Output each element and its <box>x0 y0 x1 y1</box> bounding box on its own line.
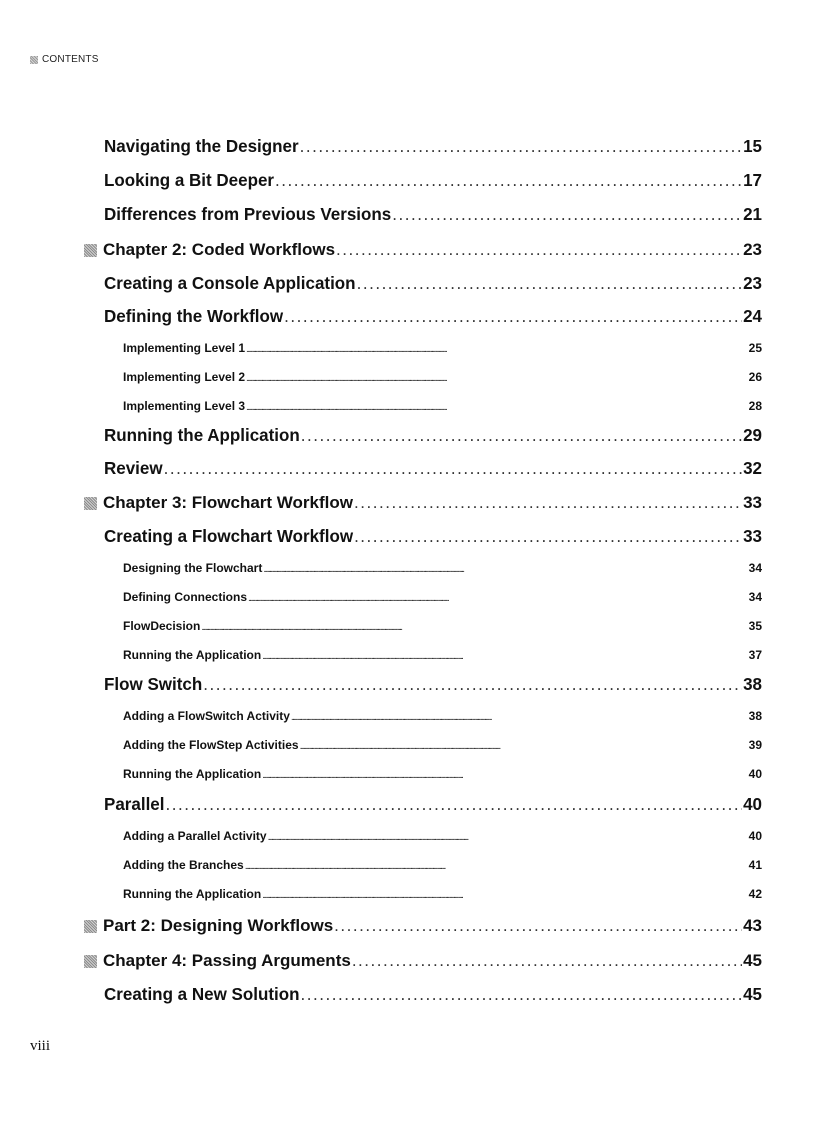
toc-entry-title: Chapter 2: Coded Workflows <box>103 240 336 259</box>
toc-entry-title: Part 2: Designing Workflows <box>103 916 334 935</box>
toc-entry-page: 41 <box>748 858 762 872</box>
toc-entry-page: 42 <box>748 887 762 901</box>
toc-entry-title: Adding a FlowSwitch Activity <box>123 709 290 723</box>
toc-entry-page: 24 <box>743 306 762 327</box>
leader-dots <box>248 590 748 604</box>
toc-subentry[interactable] <box>123 709 762 723</box>
toc-entry-title: Creating a Console Application <box>104 273 356 294</box>
toc-entry-page: 38 <box>743 674 762 695</box>
toc-entry-title: Implementing Level 1 <box>123 341 246 355</box>
toc-entry-page: 28 <box>748 399 762 413</box>
toc-entry-page: 34 <box>748 561 762 575</box>
leader-dots <box>262 767 747 781</box>
toc-subentry[interactable] <box>123 767 762 781</box>
leader-dots <box>284 307 742 328</box>
toc-entry-title: Creating a Flowchart Workflow <box>104 526 354 547</box>
page-number: viii <box>30 1038 51 1054</box>
leader-dots <box>262 648 747 662</box>
toc-entry-page: 34 <box>748 590 762 604</box>
toc-entry-page: 40 <box>748 829 762 843</box>
toc-entry-title: Review <box>104 458 163 479</box>
toc-entry-title: Navigating the Designer <box>104 136 299 157</box>
toc-entry-page: 29 <box>743 425 762 446</box>
leader-dots <box>291 709 748 723</box>
chapter-square-icon <box>84 244 97 257</box>
leader-dots <box>245 858 748 872</box>
header-label: CONTENTS <box>42 54 99 65</box>
toc-entry-page: 23 <box>743 240 762 259</box>
toc-entry[interactable] <box>104 274 762 295</box>
chapter-square-icon <box>84 497 97 510</box>
leader-dots <box>201 619 747 633</box>
toc-subentry[interactable] <box>123 858 762 872</box>
leader-dots <box>203 675 742 696</box>
toc-subentry[interactable] <box>123 619 762 633</box>
leader-dots <box>300 137 742 158</box>
toc-entry-page: 17 <box>743 170 762 191</box>
toc-subentry[interactable] <box>123 887 762 901</box>
leader-dots <box>354 527 742 548</box>
leader-dots <box>166 795 743 816</box>
leader-dots <box>300 738 748 752</box>
toc-entry[interactable] <box>104 459 762 480</box>
toc-entry-title: Flow Switch <box>104 674 203 695</box>
toc-subentry[interactable] <box>123 590 762 604</box>
toc-entry-page: 43 <box>743 916 762 935</box>
toc-entry-page: 37 <box>748 648 762 662</box>
toc-chapter-entry[interactable] <box>84 240 762 260</box>
toc-chapter-entry[interactable] <box>84 951 762 971</box>
leader-dots <box>246 341 748 355</box>
toc-subentry[interactable] <box>123 829 762 843</box>
leader-dots <box>263 561 747 575</box>
toc-entry-page: 26 <box>748 370 762 384</box>
toc-entry[interactable] <box>104 426 762 447</box>
leader-dots <box>268 829 748 843</box>
toc-entry-page: 35 <box>748 619 762 633</box>
toc-entry-page: 23 <box>743 273 762 294</box>
toc-entry-page: 40 <box>748 767 762 781</box>
toc-entry-title: Adding the Branches <box>123 858 244 872</box>
toc-subentry[interactable] <box>123 561 762 575</box>
toc-entry[interactable] <box>104 307 762 328</box>
toc-entry[interactable] <box>104 675 762 696</box>
toc-entry-page: 33 <box>743 493 762 512</box>
toc-entry-page: 33 <box>743 526 762 547</box>
toc-chapter-entry[interactable] <box>84 493 762 513</box>
toc-entry-title: Chapter 4: Passing Arguments <box>103 951 351 970</box>
toc-entry-title: Implementing Level 2 <box>123 370 246 384</box>
toc-entry-title: Running the Application <box>123 648 262 662</box>
toc-entry[interactable] <box>104 795 762 816</box>
toc-entry-title: Creating a New Solution <box>104 984 300 1005</box>
leader-dots <box>357 274 743 295</box>
toc-entry[interactable] <box>104 205 762 226</box>
leader-dots <box>352 951 742 971</box>
leader-dots <box>301 985 743 1006</box>
toc-part-entry[interactable] <box>84 916 762 936</box>
leader-dots <box>275 171 742 192</box>
toc-entry[interactable] <box>104 985 762 1006</box>
toc-entry-title: Differences from Previous Versions <box>104 204 392 225</box>
toc-entry-page: 38 <box>748 709 762 723</box>
toc-entry-title: Looking a Bit Deeper <box>104 170 275 191</box>
toc-entry-page: 25 <box>748 341 762 355</box>
toc-entry-page: 21 <box>743 204 762 225</box>
leader-dots <box>262 887 747 901</box>
running-header <box>30 54 99 65</box>
toc-entry-title: Chapter 3: Flowchart Workflow <box>103 493 353 512</box>
toc-entry-page: 32 <box>743 458 762 479</box>
toc-entry-page: 40 <box>743 794 762 815</box>
toc-entry-title: Running the Application <box>104 425 300 446</box>
toc-entry-page: 45 <box>743 951 762 970</box>
toc-subentry[interactable] <box>123 370 762 384</box>
toc-entry-page: 45 <box>743 984 762 1005</box>
toc-entry[interactable] <box>104 137 762 158</box>
part-square-icon <box>84 920 97 933</box>
leader-dots <box>301 426 742 447</box>
leader-dots <box>164 459 742 480</box>
leader-dots <box>246 399 748 413</box>
leader-dots <box>334 916 742 936</box>
toc-subentry[interactable] <box>123 738 762 752</box>
toc-subentry[interactable] <box>123 399 762 413</box>
toc-subentry[interactable] <box>123 648 762 662</box>
toc-entry-title: Implementing Level 3 <box>123 399 246 413</box>
toc-entry-title: Designing the Flowchart <box>123 561 263 575</box>
toc-entry-title: Adding a Parallel Activity <box>123 829 267 843</box>
toc-entry[interactable] <box>104 171 762 192</box>
toc-entry-title: Defining the Workflow <box>104 306 284 327</box>
leader-dots <box>246 370 748 384</box>
toc-entry-title: Parallel <box>104 794 165 815</box>
toc-entry[interactable] <box>104 527 762 548</box>
toc-entry-page: 39 <box>748 738 762 752</box>
toc-entry-title: Running the Application <box>123 887 262 901</box>
toc-entry-title: Running the Application <box>123 767 262 781</box>
leader-dots <box>336 240 742 260</box>
header-square-icon <box>30 56 38 64</box>
leader-dots <box>354 493 742 513</box>
toc-entry-title: FlowDecision <box>123 619 201 633</box>
toc-entry-title: Adding the FlowStep Activities <box>123 738 299 752</box>
leader-dots <box>392 205 742 226</box>
toc-entry-page: 15 <box>743 136 762 157</box>
toc-subentry[interactable] <box>123 341 762 355</box>
toc-entry-title: Defining Connections <box>123 590 247 604</box>
chapter-square-icon <box>84 955 97 968</box>
